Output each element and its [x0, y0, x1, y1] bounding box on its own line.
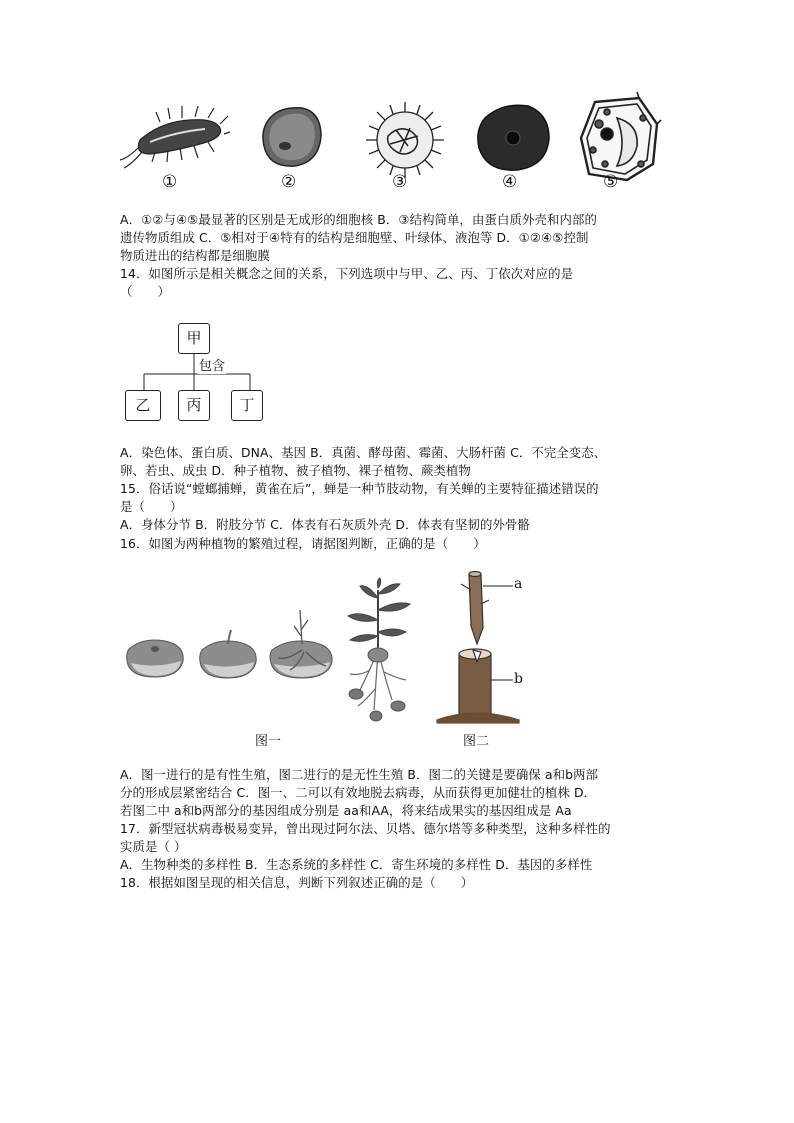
q14-options-line: A．染色体、蛋白质、DNA、基因 B．真菌、酵母菌、霉菌、大肠杆菌 C．不完全变态、 [120, 445, 607, 460]
q15-stem: 是（ ） [120, 499, 183, 514]
figure-label: ③ [392, 172, 408, 192]
q17-stem: 17．新型冠状病毒极易变异，曾出现过阿尔法、贝塔、德尔塔等多种类型，这种多样性的 [120, 821, 611, 836]
q15-options: A．身体分节 B．附肢分节 C．体表有石灰质外壳 D．体表有坚韧的外骨骼 [120, 517, 530, 532]
q16-options-line: 若图二中 a和b两部分的基因组成分别是 aa和AA，将来结成果实的基因组成是 Aa [120, 803, 572, 818]
grafting-illustration [435, 570, 525, 725]
q16-figure-one [120, 580, 430, 730]
q16-figure-two [435, 570, 535, 725]
rooting-potato-illustration [268, 610, 340, 682]
cell-illustration [473, 100, 553, 175]
q14-options-line: 卵、若虫、成虫 D．种子植物、被子植物、裸子植物、蕨类植物 [120, 463, 471, 478]
label-a: a [514, 576, 523, 592]
q16-options-line: 分的形成层紧密结合 C．图一、二可以有效地脱去病毒，从而获得更加健壮的植株 D． [120, 785, 597, 800]
q14-stem: （ ） [120, 284, 170, 299]
relation-label: 包含 [198, 355, 226, 374]
q18-stem: 18．根据如图呈现的相关信息，判断下列叙述正确的是（ ） [120, 875, 474, 890]
figure-two-caption: 图二 [463, 734, 490, 749]
concept-box-child: 乙 [125, 390, 161, 421]
q16-stem: 16．如图为两种植物的繁殖过程，请据图判断，正确的是（ ） [120, 536, 486, 551]
figure-label: ④ [502, 172, 518, 192]
concept-box-child: 丁 [231, 390, 263, 421]
cell-illustration [257, 102, 327, 172]
q16-options-line: A．图一进行的是有性生殖，图二进行的是无性生殖 B．图二的关键是要确保 a和b两部 [120, 767, 599, 782]
figure-label: ⑤ [603, 172, 619, 192]
q13-options-line: 物质进出的结构都是细胞膜 [120, 248, 270, 263]
q17-stem: 实质是（ ） [120, 839, 187, 854]
q15-stem: 15．俗话说“螳螂捕蝉，黄雀在后”，蝉是一种节肢动物，有关蝉的主要特征描述错误的 [120, 481, 599, 496]
bacterium-illustration [120, 102, 230, 172]
concept-box-top: 甲 [178, 323, 210, 354]
label-b: b [514, 671, 523, 687]
sprouting-potato-illustration [198, 628, 260, 680]
figure-one-caption: 图一 [255, 734, 282, 749]
q14-stem: 14．如图所示是相关概念之间的关系，下列选项中与甲、乙、丙、丁依次对应的是 [120, 266, 574, 281]
figure-label: ② [281, 172, 297, 192]
q13-options-line: 遗传物质组成 C．⑤相对于④特有的结构是细胞壁、叶绿体、液泡等 D．①②④⑤控制 [120, 230, 589, 245]
concept-diagram [120, 318, 300, 428]
plant-cell-illustration [577, 94, 662, 184]
concept-box-child: 丙 [178, 390, 210, 421]
q13-options-line: A．①②与④⑤最显著的区别是无成形的细胞核 B．③结构简单，由蛋白质外壳和内部的 [120, 212, 597, 227]
figure-label: ① [162, 172, 178, 192]
q17-options: A．生物种类的多样性 B．生态系统的多样性 C．寄生环境的多样性 D．基因的多样性 [120, 857, 593, 872]
potato-illustration [125, 635, 187, 681]
potato-plant-illustration [340, 580, 420, 725]
virus-illustration [360, 100, 450, 180]
